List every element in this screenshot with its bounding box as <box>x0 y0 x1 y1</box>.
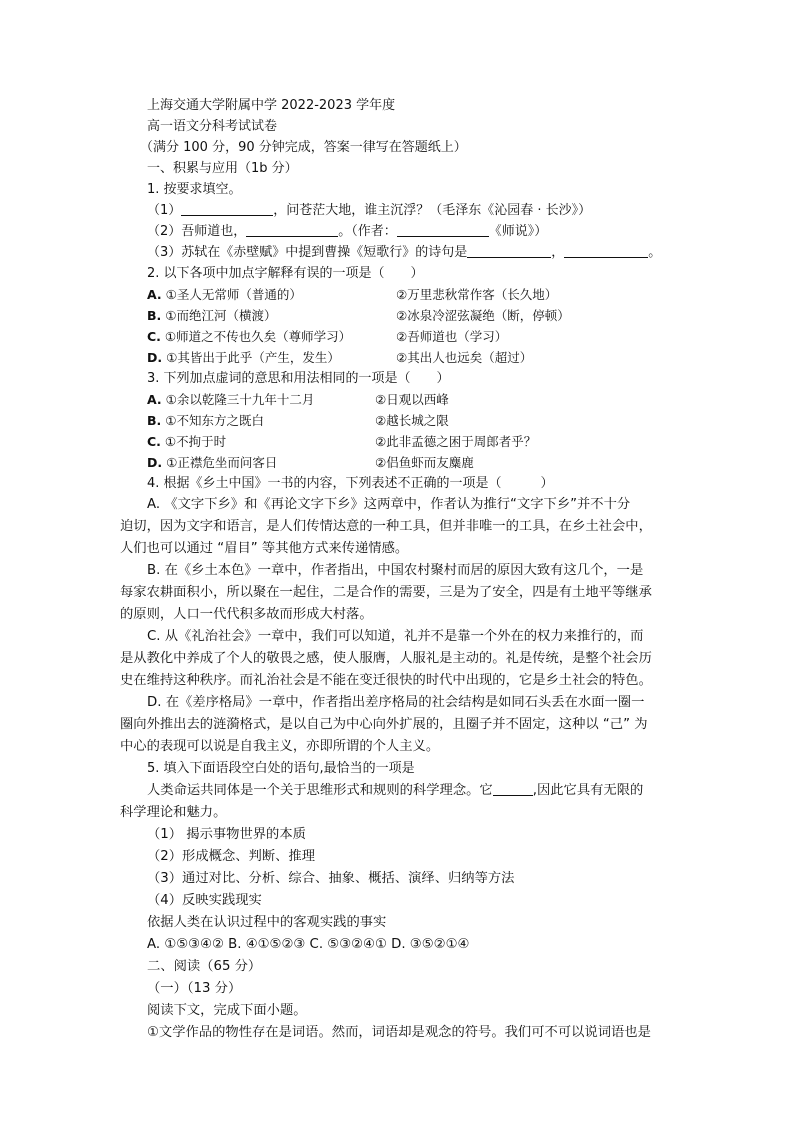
q3-option-b-right: ②越长城之限 <box>375 413 449 428</box>
option-left: ①而绝江河（横渡） <box>165 308 277 323</box>
option-left: ①圣人无常师（普通的） <box>165 287 302 302</box>
q5-paragraph-line1 <box>147 781 643 801</box>
q3-option-c <box>147 432 226 452</box>
q2-option-b <box>147 306 276 326</box>
q2-option-d-right: ②其出人也远矣（超过） <box>396 350 533 365</box>
q2-option-d <box>147 348 340 368</box>
q2-option-c <box>147 327 351 347</box>
q1-item2-source: 《师说》） <box>488 224 548 239</box>
q1-item2 <box>147 222 547 242</box>
exam-title: 高一语文分科考试试卷 <box>147 119 278 134</box>
q4-option-a-line2: 迫切，因为文字和语言，是人们传情达意的一种工具，但并非唯一的工具，在乡土社会中， <box>120 519 652 534</box>
section2-instruction: 阅读下文，完成下面小题。 <box>147 1003 307 1018</box>
q5-stem: 5. 填入下面语段空白处的语句,最恰当的一项是 <box>147 761 415 776</box>
q1-item3 <box>147 243 661 263</box>
option-letter: B. <box>147 308 162 323</box>
option-letter: B. <box>147 413 162 428</box>
answer-blank <box>493 782 533 796</box>
q2-option-b-right: ②冰泉冷涩弦凝绝（断，停顿） <box>396 308 570 323</box>
option-left: ①师道之不传也久矣（尊师学习） <box>164 329 352 344</box>
section1-title: 一、积累与应用（1b 分） <box>147 161 298 176</box>
option-left: ①正襟危坐而问客日 <box>166 455 278 470</box>
option-letter: C. <box>147 434 161 449</box>
q3-option-d-right: ②侣鱼虾而友麋鹿 <box>375 455 474 470</box>
q4-option-c-line1: C. 从《礼治社会》一章中，我们可以知道，礼并不是靠一个外在的权力来推行的，而 <box>147 629 644 644</box>
option-left: ①不拘于时 <box>164 434 227 449</box>
option-letter: A. <box>147 392 162 407</box>
q5-item-2: （2）形成概念、判断、推理 <box>147 849 316 864</box>
q2-stem: 2. 以下各项中加点字解释有误的一项是（ ） <box>147 266 424 281</box>
option-left: ①余以乾隆三十九年十二月 <box>165 392 315 407</box>
q5-basis: 依据人类在认识过程中的客观实践的事实 <box>147 915 387 930</box>
q4-option-b-line3: 的原则，人口一代代积多故而形成大村落。 <box>120 607 373 622</box>
exam-instructions: （满分 100 分，90 分钟完成，答案一律写在答题纸上） <box>140 140 467 155</box>
option-letter: C. <box>147 329 161 344</box>
q2-option-a-right: ②万里悲秋常作客（长久地） <box>396 287 558 302</box>
option-left: ①不知东方之既白 <box>165 413 264 428</box>
section2-para1: ①文学作品的物性存在是词语。然而，词语却是观念的符号。我们可不可以说词语也是 <box>147 1025 651 1040</box>
q1-item1 <box>147 201 591 221</box>
option-left: ①其皆出于此乎（产生，发生） <box>166 350 340 365</box>
q5-para-text-cont: ,因此它具有无限的 <box>532 783 644 798</box>
q3-option-a-right: ②日观以西峰 <box>375 392 449 407</box>
option-letter: A. <box>147 287 162 302</box>
q4-option-b-line2: 每家农耕面积小，所以聚在一起住，二是合作的需要，三是为了安全，四是有土地平等继承 <box>120 585 652 600</box>
section2-part1: （一）（13 分） <box>147 981 242 996</box>
q4-stem: 4. 根据《乡土中国》一书的内容，下列表述不正确的一项是（ ） <box>147 476 554 491</box>
q4-option-c-line3: 史在维持这种秩序。而礼治社会是不能在变迁很快的时代中出现的，它是乡土社会的特色。 <box>120 673 652 688</box>
q3-option-d <box>147 453 277 473</box>
q5-item-1: （1） 揭示事物世界的本质 <box>147 827 306 842</box>
q5-item-3: （3）通过对比、分析、综合、抽象、概括、演绎、归纳等方法 <box>147 871 515 886</box>
q4-option-a-line3: 人们也可以通过 “眉目” 等其他方式来传递情感。 <box>120 541 409 556</box>
answer-blank <box>397 223 489 237</box>
section2-title: 二、阅读（65 分） <box>147 959 262 974</box>
q1-item2-author: 。（作者： <box>338 224 397 239</box>
q4-option-c-line2: 是从教化中养成了个人的敬畏之感，使人服膺，人服礼是主动的。礼是传统，是整个社会历 <box>120 651 652 666</box>
answer-blank <box>467 244 551 258</box>
q3-stem: 3. 下列加点虚词的意思和用法相同的一项是（ ） <box>147 371 450 386</box>
option-letter: D. <box>147 455 163 470</box>
q5-answer-options: A. ①⑤③④② B. ④①⑤②③ C. ⑤③②④① D. ③⑤②①④ <box>147 937 470 952</box>
q4-option-a-line1: A. 《文字下乡》和《再论文字下乡》这两章中，作者认为推行“文字下乡”并不十分 <box>147 497 631 512</box>
q1-item3-end: 。 <box>648 245 662 260</box>
q1-item3-comma: ， <box>551 245 565 260</box>
answer-blank <box>564 244 648 258</box>
q1-stem: 1. 按要求填空。 <box>147 182 242 197</box>
q1-item2-label: （2）吾师道也， <box>147 224 247 239</box>
q2-option-c-right: ②吾师道也（学习） <box>396 329 508 344</box>
option-letter: D. <box>147 350 163 365</box>
q4-option-d-line1: D. 在《差序格局》一章中，作者指出差序格局的社会结构是如同石头丢在水面一圈一 <box>147 695 645 710</box>
q5-para-text: 人类命运共同体是一个关于思维形式和规则的科学理念。它 <box>147 783 493 798</box>
q3-option-c-right: ②此非孟德之困于周郎者乎？ <box>375 434 537 449</box>
q1-item1-label: （1） <box>147 203 182 218</box>
q1-item1-text: ，问苍茫大地，谁主沉浮？（毛泽东《沁园春 · 长沙》） <box>273 203 592 218</box>
q1-item3-label: （3）苏轼在《赤壁赋》中提到曹操《短歌行》的诗句是 <box>147 245 468 260</box>
q3-option-b <box>147 411 264 431</box>
q5-paragraph-line2: 科学理论和魅力。 <box>120 805 227 820</box>
q4-option-d-line2: 圈向外推出去的涟漪格式，是以自己为中心向外扩展的，且圈子并不固定，这种以 “己” 为 <box>120 717 648 732</box>
q3-option-a <box>147 390 314 410</box>
q4-option-d-line3: 中心的表现可以说是自我主义，亦即所谓的个人主义。 <box>120 739 440 754</box>
answer-blank <box>246 223 338 237</box>
q4-option-b-line1: B. 在《乡土本色》一章中，作者指出，中国农村聚村而居的原因大致有这几个，一是 <box>147 563 644 578</box>
school-year-line: 上海交通大学附属中学 2022-2023 学年度 <box>147 98 396 113</box>
answer-blank <box>181 202 273 216</box>
q2-option-a <box>147 285 302 305</box>
q5-item-4: （4）反映实践现实 <box>147 893 262 908</box>
